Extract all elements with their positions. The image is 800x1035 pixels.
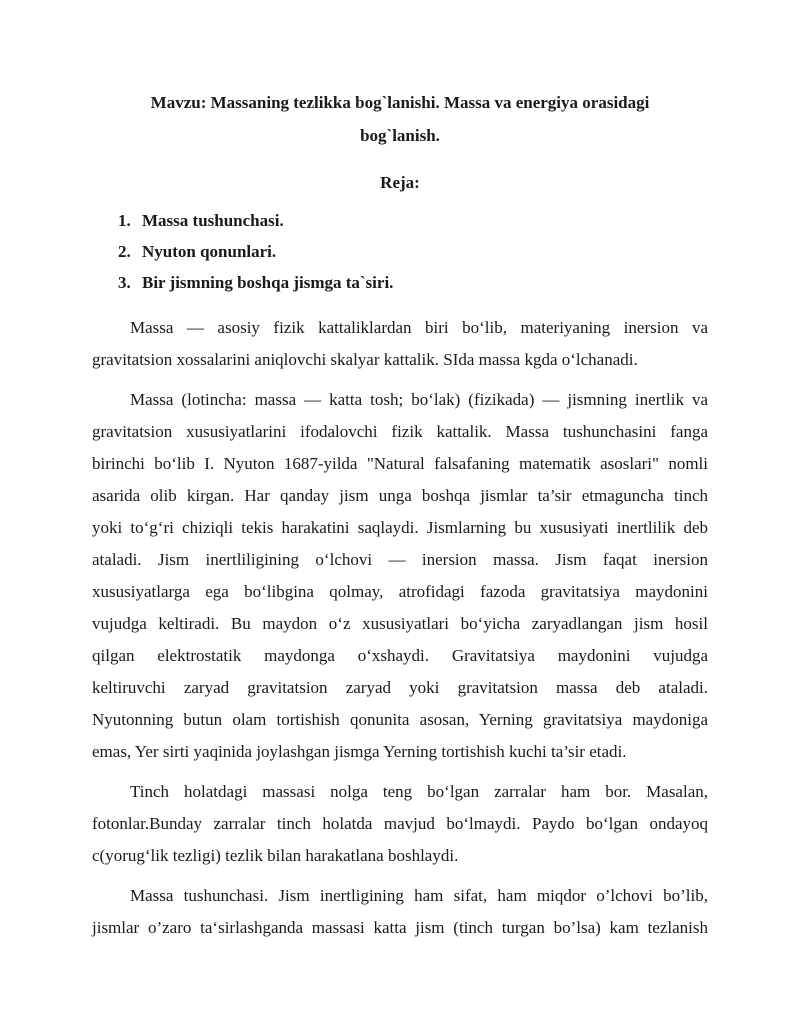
body-paragraph (92, 880, 708, 944)
plan-item-number: 3. (118, 273, 131, 292)
plan-item (118, 205, 393, 236)
document-title-line-2: bog`lanish. (360, 126, 440, 145)
paragraph-line: Nyutonning butun olam tortishish qonunita asosan, Yerning gravitatsiya maydoniga (92, 710, 708, 729)
plan-item-text: Bir jismning boshqa jismga ta`siri. (142, 273, 394, 292)
plan-item-text: Nyuton qonunlari. (142, 242, 277, 261)
paragraph-line: fotonlar.Bunday zarralar tinch holatda mavjud bo‘lmaydi. Paydo bo‘lgan ondayoq (92, 814, 708, 833)
paragraph-line: gravitatsion xossalarini aniqlovchi skalyar kattalik. SIda massa kgda o‘lchanadi. (92, 350, 638, 369)
paragraph-line: ataladi. Jism inertliligining o‘lchovi — inersion massa. Jism faqat inersion (92, 550, 708, 569)
paragraph-line: xususiyatlarga ega bo‘libgina qolmay, atrofidagi fazoda gravitatsiya maydonini (92, 582, 708, 601)
plan-item-text: Massa tushunchasi. (142, 211, 284, 230)
plan-list (118, 205, 393, 298)
paragraph-line: birinchi bo‘lib I. Nyuton 1687-yilda "Natural falsafaning matematik asoslari" nomli (92, 454, 708, 473)
plan-item-number: 1. (118, 211, 131, 230)
paragraph-line: asarida olib kirgan. Har qanday jism unga boshqa jismlar ta’sir etmaguncha tinch (92, 486, 708, 505)
plan-item (118, 267, 393, 298)
paragraph-line: Tinch holatdagi massasi nolga teng bo‘lgan zarralar ham bor. Masalan, (130, 782, 708, 801)
plan-item (118, 236, 393, 267)
paragraph-line: yoki to‘g‘ri chiziqli tekis harakatini saqlaydi. Jismlarning bu xususiyati inertlilik deb (92, 518, 708, 537)
plan-item-number: 2. (118, 242, 131, 261)
paragraph-line: vujudga keltiradi. Bu maydon o‘z xususiyatlari bo‘yicha zaryadlangan jism hosil (92, 614, 708, 633)
document-title-line-1: Mavzu: Massaning tezlikka bog`lanishi. Massa va energiya orasidagi (150, 93, 650, 112)
paragraph-line: Massa (lotincha: massa — katta tosh; bo‘lak) (fizikada) — jismning inertlik va (130, 390, 708, 409)
paragraph-line: qilgan elektrostatik maydonga o‘xshaydi. Gravitatsiya maydonini vujudga (92, 646, 708, 665)
paragraph-line: jismlar o’zaro ta‘sirlashganda massasi katta jism (tinch turgan bo’lsa) kam tezlanish (92, 918, 708, 937)
paragraph-line: gravitatsion xususiyatlarini ifodalovchi fizik kattalik. Massa tushunchasini fanga (92, 422, 708, 441)
paragraph-line: keltiruvchi zaryad gravitatsion zaryad yoki gravitatsion massa deb ataladi. (92, 678, 708, 697)
plan-heading: Reja: (380, 173, 420, 192)
paragraph-line: c(yorug‘lik tezligi) tezlik bilan harakatlana boshlaydi. (92, 846, 459, 865)
body-paragraph (92, 312, 708, 376)
paragraph-line: Massa tushunchasi. Jism inertligining ham sifat, ham miqdor o’lchovi bo’lib, (130, 886, 708, 905)
body-paragraph (92, 384, 708, 768)
paragraph-line: emas, Yer sirti yaqinida joylashgan jismga Yerning tortishish kuchi ta’sir etadi. (92, 742, 627, 761)
paragraph-line: Massa — asosiy fizik kattaliklardan biri bo‘lib, materiyaning inersion va (130, 318, 708, 337)
body-paragraph (92, 776, 708, 872)
